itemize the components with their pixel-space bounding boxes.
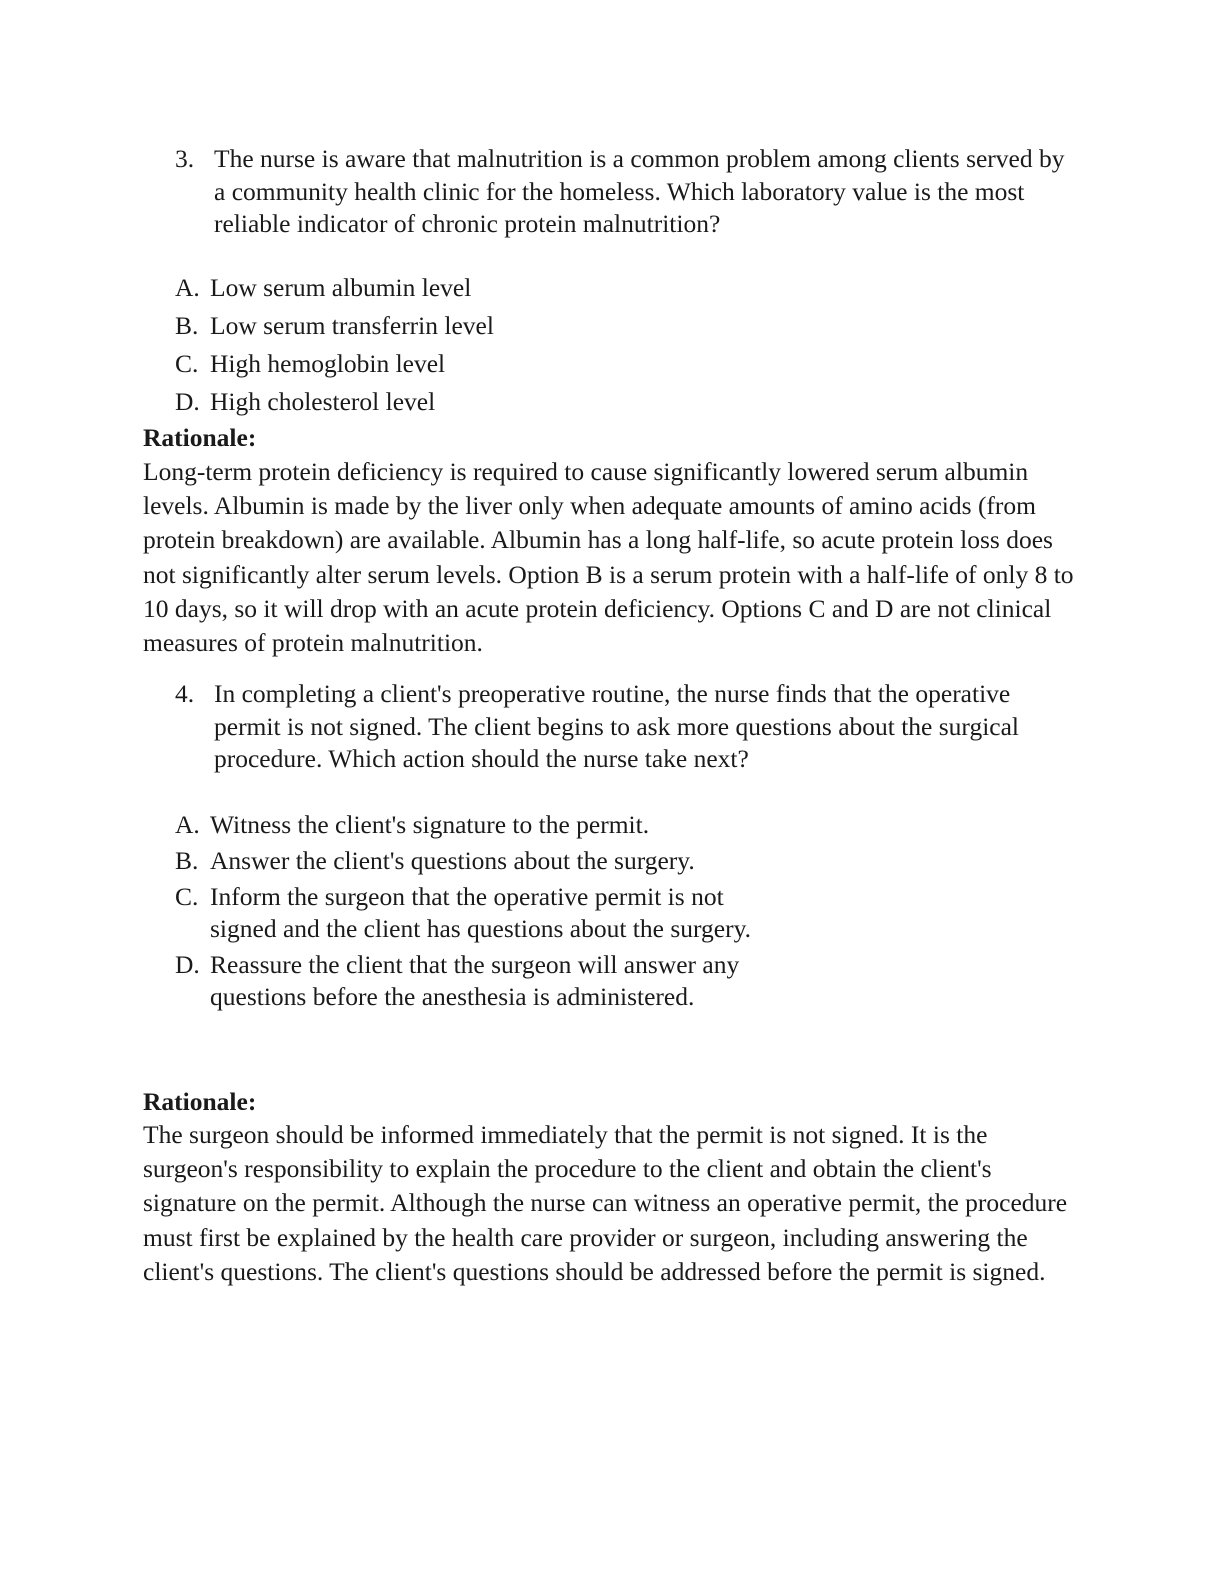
option-letter: C.	[175, 882, 199, 911]
option-text: Answer the client's questions about the surgery.	[210, 846, 695, 875]
question-text: In completing a client's preoperative routine, the nurse finds that the operative permit is not signed. The client begins to ask more questions about the surgical procedure. Which action should the nurse take next?	[214, 679, 1020, 773]
option-a	[175, 272, 775, 304]
option-c	[175, 348, 775, 380]
rationale-heading: Rationale:	[143, 423, 257, 452]
option-letter: C.	[175, 349, 199, 378]
question-text: The nurse is aware that malnutrition is a common problem among clients served by a community health clinic for the homeless. Which laboratory value is the most reliable indicator of chronic protein malnutrition?	[214, 144, 1065, 238]
option-letter: B.	[175, 311, 199, 340]
rationale-paragraph: The surgeon should be informed immediately that the permit is not signed. It is the surgeon's responsibility to explain the procedure to the client and obtain the client's signature on the permit. Although the nurse can witness an operative permit, the procedure must first be explained by the health care provider or surgeon, including answering the client's questions. The client's questions should be addressed before the permit is signed.	[143, 1120, 1068, 1286]
option-letter: A.	[175, 273, 200, 302]
option-b	[175, 310, 775, 342]
rationale-paragraph: Long-term protein deficiency is required to cause significantly lowered serum albumin levels. Albumin is made by the liver only when adequate amounts of amino acids (from protein breakdown) are available. Albumin has a long half-life, so acute protein loss does not significantly alter serum levels. Option B is a serum protein with a half-life of only 8 to 10 days, so it will drop with an acute protein deficiency. Options C and D are not clinical measures of protein malnutrition.	[143, 457, 1074, 658]
option-letter: A.	[175, 810, 200, 839]
option-text: Reassure the client that the surgeon will answer any questions before the anesthesia is administered.	[210, 950, 740, 1011]
option-text: High hemoglobin level	[210, 349, 446, 378]
question-number: 3.	[175, 144, 195, 173]
answer-options-q3	[175, 272, 775, 418]
question-3	[175, 143, 1075, 241]
option-letter: D.	[175, 950, 200, 979]
option-text: Low serum albumin level	[210, 273, 472, 302]
option-a	[175, 809, 765, 841]
option-letter: B.	[175, 846, 199, 875]
option-c	[175, 881, 765, 945]
option-d	[175, 386, 775, 418]
option-text: Inform the surgeon that the operative permit is not signed and the client has questions about the surgery.	[210, 882, 752, 943]
option-text: High cholesterol level	[210, 387, 436, 416]
option-text: Witness the client's signature to the permit.	[210, 810, 650, 839]
question-4	[175, 678, 1075, 776]
rationale-heading: Rationale:	[143, 1087, 257, 1116]
option-d	[175, 949, 765, 1013]
option-b	[175, 845, 765, 877]
answer-options-q4	[175, 809, 765, 1013]
question-number: 4.	[175, 679, 195, 708]
option-text: Low serum transferrin level	[210, 311, 494, 340]
option-letter: D.	[175, 387, 200, 416]
